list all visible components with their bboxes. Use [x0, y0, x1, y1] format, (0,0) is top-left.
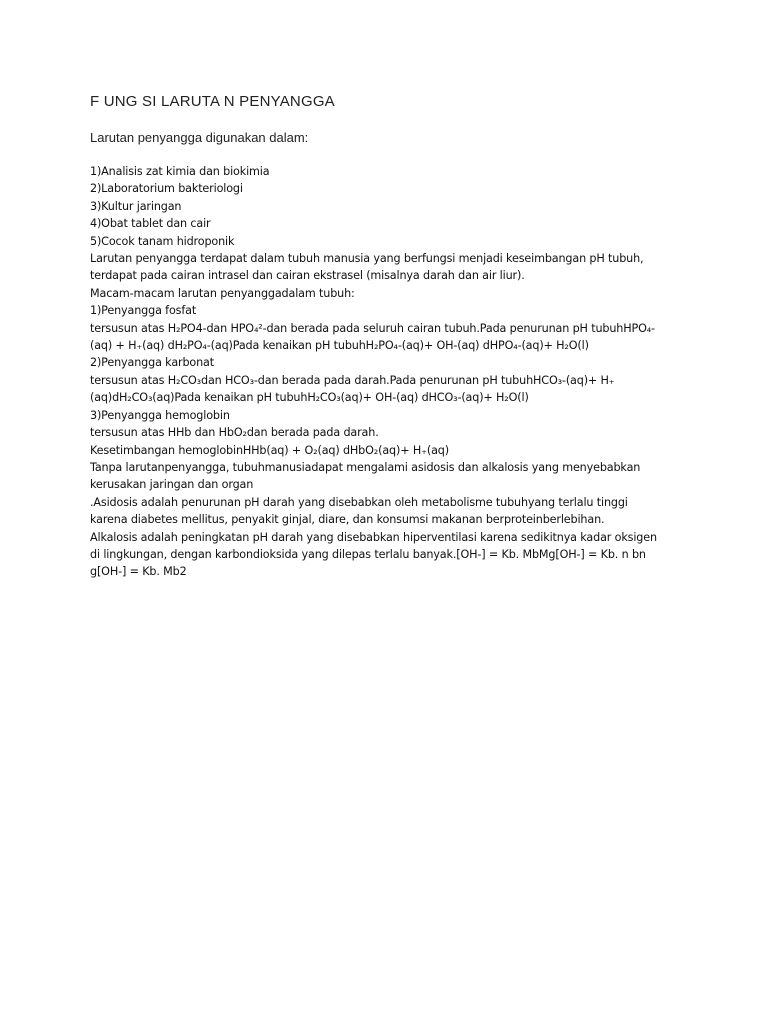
use-item-4: 4)Obat tablet dan cair	[90, 217, 211, 231]
acidosis-line-1: .Asidosis adalah penurunan pH darah yang disebabkan oleh metabolisme tubuhyang terlalu tinggi	[90, 495, 628, 509]
use-item-5: 5)Cocok tanam hidroponik	[90, 234, 235, 248]
intro-text: Larutan penyangga digunakan dalam:	[90, 130, 309, 145]
hemoglobin-heading: 3)Penyangga hemoglobin	[90, 408, 230, 422]
use-item-1: 1)Analisis zat kimia dan biokimia	[90, 165, 270, 178]
carbonate-line-1: tersusun atas H₂CO₃dan HCO₃-dan berada pada darah.Pada penurunan pH tubuhHCO₃-(aq)+ H₊	[90, 373, 615, 387]
carbonate-heading: 2)Penyangga karbonat	[90, 356, 215, 370]
types-heading: Macam-macam larutan penyanggadalam tubuh:	[90, 286, 355, 300]
phosphate-line-1: tersusun atas H₂PO4-dan HPO₄²-dan berada pada seluruh cairan tubuh.Pada penurunan pH tubuhHPO₄-	[90, 321, 655, 335]
acidosis-line-2: karena diabetes mellitus, penyakit ginjal, diare, dan konsumsi makanan berproteinberlebihan.	[90, 513, 605, 527]
document-title: F UNG SI LARUTA N PENYANGGA	[90, 93, 335, 110]
carbonate-line-2: (aq)dH₂CO₃(aq)Pada kenaikan pH tubuhH₂CO₃(aq)+ OH-(aq) dHCO₃-(aq)+ H₂O(l)	[90, 391, 529, 405]
alkalosis-line-3: g[OH-] = Kb. Mb2	[90, 565, 187, 579]
use-item-2: 2)Laboratorium bakteriologi	[90, 182, 243, 196]
document-body	[90, 163, 690, 581]
alkalosis-line-2: di lingkungan, dengan karbondioksida yang dilepas terlalu banyak.[OH-] = Kb. MbMg[OH-] = Kb. n bn	[90, 547, 646, 561]
without-buffer-line-1: Tanpa larutanpenyangga, tubuhmanusiadapat mengalami asidosis dan alkalosis yang menyebabkan	[90, 460, 641, 474]
body-paragraph-line-1: Larutan penyangga terdapat dalam tubuh manusia yang berfungsi menjadi keseimbangan pH tubuh,	[90, 252, 644, 266]
hemoglobin-line-2: Kesetimbangan hemoglobinHHb(aq) + O₂(aq) dHbO₂(aq)+ H₊(aq)	[90, 443, 449, 457]
phosphate-heading: 1)Penyangga fosfat	[90, 304, 197, 318]
document-page	[90, 92, 690, 581]
hemoglobin-line-1: tersusun atas HHb dan HbO₂dan berada pada darah.	[90, 426, 379, 440]
without-buffer-line-2: kerusakan jaringan dan organ	[90, 478, 254, 492]
phosphate-line-2: (aq) + H₊(aq) dH₂PO₄-(aq)Pada kenaikan pH tubuhH₂PO₄-(aq)+ OH-(aq) dHPO₄-(aq)+ H₂O(l)	[90, 339, 589, 353]
alkalosis-line-1: Alkalosis adalah peningkatan pH darah yang disebabkan hiperventilasi karena sedikitnya kadar oksigen	[90, 530, 657, 544]
body-paragraph-line-2: terdapat pada cairan intrasel dan cairan ekstrasel (misalnya darah dan air liur).	[90, 269, 525, 283]
use-item-3: 3)Kultur jaringan	[90, 199, 182, 213]
